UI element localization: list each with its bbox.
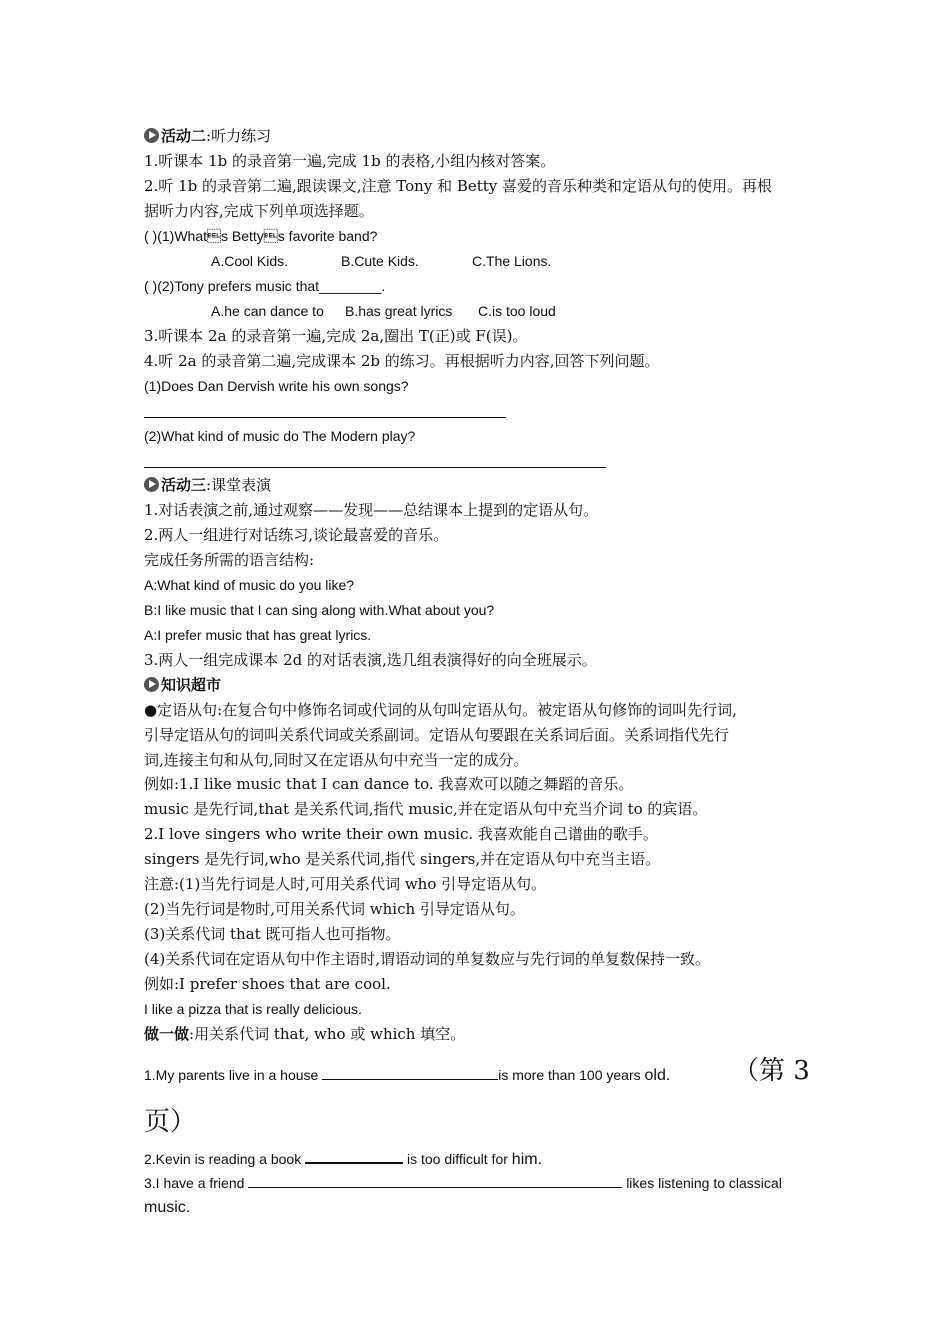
activity3-line1: 1.对话表演之前,通过观察——发现——总结课本上提到的定语从句。: [144, 501, 599, 519]
question-1-options: [211, 251, 551, 271]
answer-line-2[interactable]: [144, 467, 606, 468]
example-1-note: music 是先行词,that 是关系代词,指代 music,并在定语从句中充当介词 to 的宾语。: [144, 800, 708, 818]
activity2-line2b: 据听力内容,完成下列单项选择题。: [144, 202, 374, 220]
dialogue-1: A:What kind of music do you like?: [144, 577, 355, 593]
activity3-line2: 2.两人一组进行对话练习,谈论最喜爱的音乐。: [144, 526, 449, 544]
question-2-options: [211, 301, 556, 321]
play-bullet-icon: [144, 677, 159, 692]
example-4: I like a pizza that is really delicious.: [144, 1001, 362, 1017]
sentence-1-middle: is more than 100 years: [498, 1067, 641, 1083]
sentence-3-middle: likes listening to classical: [626, 1175, 782, 1191]
answer-line-1[interactable]: [144, 417, 506, 418]
knowledge-p1b: 引导定语从句的词叫关系代词或关系副词。定语从句要跟在关系词后面。关系词指代先行: [144, 726, 730, 744]
activity2-heading: [144, 126, 271, 146]
activity2-line2a: 2.听 1b 的录音第二遍,跟读课文,注意 Tony 和 Betty 喜爱的音乐种类和定语从句的使用。再根: [144, 177, 773, 195]
blank-1[interactable]: [322, 1065, 498, 1080]
activity3-title: 活动三: [161, 476, 207, 494]
option-a: A.Cool Kids.: [211, 253, 289, 269]
note-4: (4)关系代词在定语从句中作主语时,谓语动词的单复数应与先行词的单复数保持一致。: [144, 950, 711, 968]
knowledge-p1a: ●定语从句:在复合句中修饰名词或代词的从句叫定语从句。被定语从句修饰的词叫先行词,: [144, 701, 737, 719]
option-c: C.is too loud: [478, 303, 556, 319]
activity2-line4: 4.听 2a 的录音第二遍,完成课本 2b 的练习。再根据听力内容,回答下列问题。: [144, 352, 660, 370]
practice-title-rest: :用关系代词 that, who 或 which 填空。: [189, 1025, 466, 1043]
example-2: 2.I love singers who write their own music. 我喜欢能自己谱曲的歌手。: [144, 825, 658, 843]
sub-question-1: (1)Does Dan Dervish write his own songs?: [144, 378, 409, 394]
note-1: 注意:(1)当先行词是人时,可用关系代词 who 引导定语从句。: [144, 875, 547, 893]
option-c: C.The Lions.: [472, 253, 552, 269]
blank-2[interactable]: [305, 1148, 403, 1164]
knowledge-title: 知识超市: [161, 676, 222, 694]
play-bullet-icon: [144, 477, 159, 492]
practice-sentence-1: [144, 1059, 670, 1092]
activity2-title: 活动二: [161, 127, 207, 145]
sentence-2-end: him.: [511, 1151, 543, 1168]
example-2-note: singers 是先行词,who 是关系代词,指代 singers,并在定语从句中充当主语。: [144, 850, 661, 868]
dialogue-3: A:I prefer music that has great lyrics.: [144, 627, 372, 643]
blank-3[interactable]: [248, 1173, 622, 1188]
activity3-heading: [144, 475, 271, 495]
activity3-line3: 完成任务所需的语言结构:: [144, 551, 315, 569]
option-b: B.has great lyrics: [345, 303, 453, 319]
practice-title: 做一做: [144, 1025, 190, 1043]
example-3: 例如:I prefer shoes that are cool.: [144, 975, 391, 993]
activity2-line1: 1.听课本 1b 的录音第一遍,完成 1b 的表格,小组内核对答案。: [144, 152, 556, 170]
option-a: A.he can dance to: [211, 303, 324, 319]
activity3-line4: 3.两人一组完成课本 2d 的对话表演,选几组表演得好的向全班展示。: [144, 651, 597, 669]
knowledge-p1c: 词,连接主句和从句,同时又在定语从句中充当一定的成分。: [144, 751, 529, 769]
sub-question-2: (2)What kind of music do The Modern play?: [144, 428, 416, 444]
practice-heading: [144, 1024, 465, 1044]
note-2: (2)当先行词是物时,可用关系代词 which 引导定语从句。: [144, 900, 525, 918]
sentence-1-end: old.: [644, 1067, 671, 1084]
knowledge-heading: [144, 675, 221, 695]
activity3-title-rest: :课堂表演: [206, 476, 272, 494]
dialogue-2: B:I like music that I can sing along with.What about you?: [144, 602, 495, 618]
option-b: B.Cute Kids.: [341, 253, 419, 269]
activity2-title-rest: :听力练习: [206, 127, 272, 145]
activity2-line3: 3.听课本 2a 的录音第一遍,完成 2a,圈出 T(正)或 F(误)。: [144, 327, 528, 345]
sentence-1-start: 1.My parents live in a house: [144, 1067, 319, 1083]
question-1: ( )(1)Whats Bettys favorite band?: [144, 228, 378, 244]
page-note-a: （第 3: [733, 1056, 810, 1086]
practice-sentence-2: [144, 1148, 542, 1170]
sentence-2-start: 2.Kevin is reading a book: [144, 1151, 302, 1167]
sentence-2-middle: is too difficult for: [407, 1151, 508, 1167]
play-bullet-icon: [144, 128, 159, 143]
sentence-3-start: 3.I have a friend: [144, 1175, 245, 1191]
question-2: ( )(2)Tony prefers music that________.: [144, 278, 386, 294]
page-note-b: 页）: [144, 1107, 197, 1137]
practice-sentence-3-end: music.: [144, 1199, 191, 1216]
note-3: (3)关系代词 that 既可指人也可指物。: [144, 925, 401, 943]
example-1: 例如:1.I like music that I can dance to. 我喜欢可以随之舞蹈的音乐。: [144, 775, 634, 793]
practice-sentence-3: [144, 1173, 782, 1193]
